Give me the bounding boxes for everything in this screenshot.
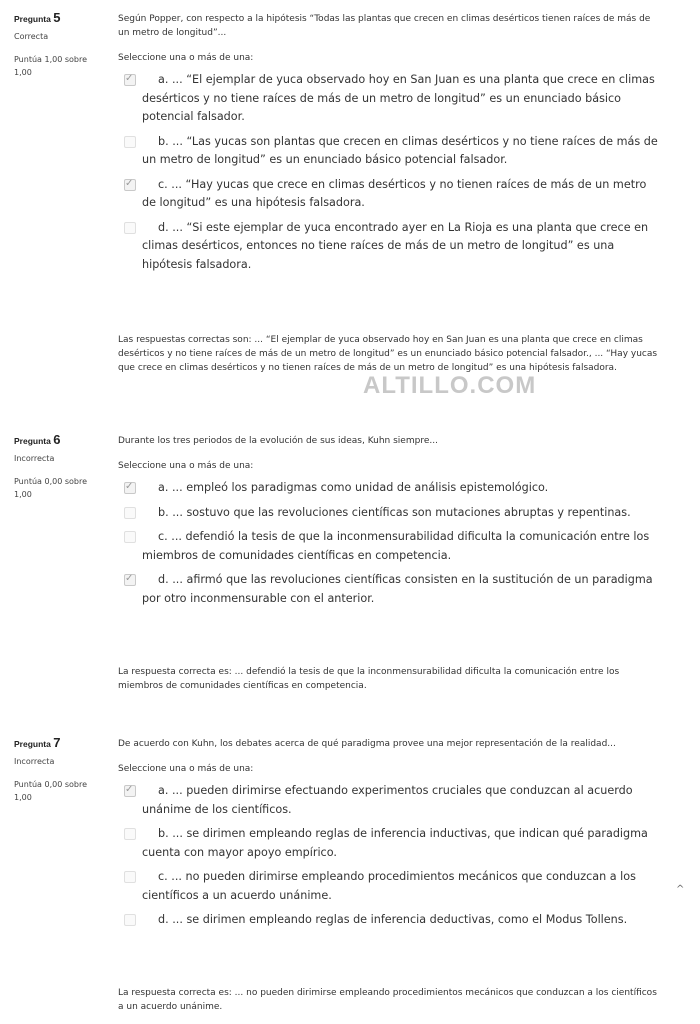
checkbox[interactable]: [124, 136, 136, 148]
option-text: ... “Hay yucas que crece en climas desérticos y no tienen raíces de más de un metro de longitud” es una hipótesis falsadora.: [142, 177, 647, 209]
question-info: [14, 434, 104, 501]
option-letter: b.: [158, 134, 169, 148]
option-text: ... se dirimen empleando reglas de inferencia inductivas, que indican qué paradigma cuenta con mayor apoyo empírico.: [142, 827, 648, 859]
question-state: Incorrecta: [14, 454, 55, 463]
checkbox-checked[interactable]: [124, 179, 136, 191]
question-grade: Puntúa 0,00 sobre 1,00: [14, 477, 88, 499]
option-letter: b.: [158, 505, 169, 519]
question-info: [14, 737, 104, 804]
question-content: [118, 434, 658, 614]
answer-option-c[interactable]: [118, 528, 658, 565]
question-content: [118, 737, 658, 936]
check-icon: ✓: [125, 784, 134, 795]
question-text: Durante los tres periodos de la evolución de sus ideas, Kuhn siempre...: [118, 436, 438, 446]
checkbox-checked[interactable]: [124, 574, 136, 586]
answer-option-b[interactable]: [118, 133, 658, 170]
question-state: Incorrecta: [14, 757, 55, 766]
question-label: Pregunta: [14, 14, 51, 24]
feedback-question-6: La respuesta correcta es: ... defendió la tesis de que la inconmensurabilidad dificulta la comunicación entre los miembros de comunidades científicas en competencia.: [118, 667, 620, 691]
answer-prompt: Seleccione una o más de una:: [118, 53, 254, 63]
answer-option-c[interactable]: [118, 176, 658, 213]
question-number: 7: [53, 735, 61, 750]
option-letter: d.: [158, 220, 169, 234]
option-letter: d.: [158, 913, 169, 926]
option-letter: b.: [158, 827, 169, 840]
option-letter: c.: [158, 870, 168, 883]
option-letter: a.: [158, 784, 169, 797]
checkbox-checked[interactable]: [124, 482, 136, 494]
option-text: ... afirmó que las revoluciones científicas consisten en la sustitución de un paradigma por otro inconmensurable con el anterior.: [142, 573, 653, 605]
answer-option-d[interactable]: [118, 219, 658, 275]
question-info: [14, 12, 104, 79]
answer-prompt: Seleccione una o más de una:: [118, 461, 254, 471]
answer-option-c[interactable]: [118, 868, 658, 905]
check-icon: ✓: [125, 481, 134, 492]
option-letter: a.: [158, 481, 169, 494]
answer-option-a[interactable]: [118, 71, 658, 127]
option-text: ... empleó los paradigmas como unidad de análisis epistemológico.: [171, 481, 549, 494]
check-icon: ✓: [125, 177, 134, 189]
checkbox[interactable]: [124, 507, 136, 519]
option-text: ... “Si este ejemplar de yuca encontrado ayer en La Rioja es una planta que crece en climas desérticos, entonces no tiene raíces de más de un metro de longitud” es una hipótesis falsadora.: [142, 220, 649, 271]
question-text: De acuerdo con Kuhn, los debates acerca de qué paradigma provee una mejor representación de la realidad...: [118, 739, 616, 749]
question-content: [118, 12, 658, 280]
question-text: Según Popper, con respecto a la hipótesis “Todas las plantas que crecen en climas desérticos tienen raíces de más de un metro de longitud”...: [118, 14, 651, 38]
check-icon: ✓: [125, 573, 134, 584]
checkbox[interactable]: [124, 222, 136, 234]
option-text: ... pueden dirimirse efectuando experimentos cruciales que conduzcan al acuerdo unánime de los científicos.: [142, 784, 633, 816]
question-number: 6: [53, 432, 61, 447]
option-letter: c.: [158, 177, 168, 191]
answer-option-b[interactable]: [118, 504, 658, 523]
option-text: ... “El ejemplar de yuca observado hoy en San Juan es una planta que crece en climas desérticos y no tiene raíces de más de un metro de longitud” es un enunciado básico potencial falsador.: [142, 73, 655, 123]
feedback-question-7: La respuesta correcta es: ... no pueden dirimirse empleando procedimientos mecánicos que conduzcan a los científicos a un acuerdo unánime.: [118, 988, 657, 1012]
checkbox[interactable]: [124, 871, 136, 883]
option-text: ... “Las yucas son plantas que crecen en climas desérticos y no tiene raíces de más de un metro de longitud” es un enunciado básico potencial falsador.: [142, 134, 658, 166]
option-text: ... defendió la tesis de que la inconmensurabilidad dificulta la comunicación entre los miembros de comunidades científicas en competencia.: [142, 530, 650, 562]
question-label: Pregunta: [14, 739, 51, 749]
option-text: ... sostuvo que las revoluciones científicas son mutaciones abruptas y repentinas.: [172, 505, 631, 519]
scroll-up-icon[interactable]: ^: [676, 884, 685, 895]
answer-list: [118, 71, 658, 274]
feedback-question-5: Las respuestas correctas son: ... “El ejemplar de yuca observado hoy en San Juan es una planta que crece en climas desérticos y no tiene raíces de más de un metro de longitud” es un enunciado básico potencial falsador., ... “Hay yucas que crece en climas desérticos y no tienen raíces de más de un metro de longitud” es una hipótesis falsadora.: [118, 335, 658, 373]
check-icon: ✓: [125, 73, 134, 84]
answer-option-d[interactable]: [118, 911, 658, 930]
option-text: ... no pueden dirimirse empleando procedimientos mecánicos que conduzcan a los científicos a un acuerdo unánime.: [142, 870, 636, 902]
answer-prompt: Seleccione una o más de una:: [118, 764, 254, 774]
checkbox-checked[interactable]: [124, 74, 136, 86]
answer-option-d[interactable]: [118, 571, 658, 608]
question-grade: Puntúa 1,00 sobre 1,00: [14, 55, 88, 77]
answer-list: [118, 782, 658, 930]
answer-option-a[interactable]: [118, 782, 658, 819]
checkbox[interactable]: [124, 914, 136, 926]
checkbox-checked[interactable]: [124, 785, 136, 797]
option-letter: a.: [158, 73, 169, 86]
answer-option-a[interactable]: [118, 479, 658, 498]
option-letter: d.: [158, 573, 169, 586]
checkbox[interactable]: [124, 531, 136, 543]
option-text: ... se dirimen empleando reglas de inferencia deductivas, como el Modus Tollens.: [172, 913, 628, 926]
watermark: ALTILLO.COM: [363, 372, 537, 399]
answer-option-b[interactable]: [118, 825, 658, 862]
checkbox[interactable]: [124, 828, 136, 840]
question-label: Pregunta: [14, 436, 51, 446]
answer-list: [118, 479, 658, 608]
question-state: Correcta: [14, 32, 49, 41]
question-number: 5: [53, 10, 61, 25]
option-letter: c.: [158, 530, 168, 543]
question-grade: Puntúa 0,00 sobre 1,00: [14, 780, 88, 802]
